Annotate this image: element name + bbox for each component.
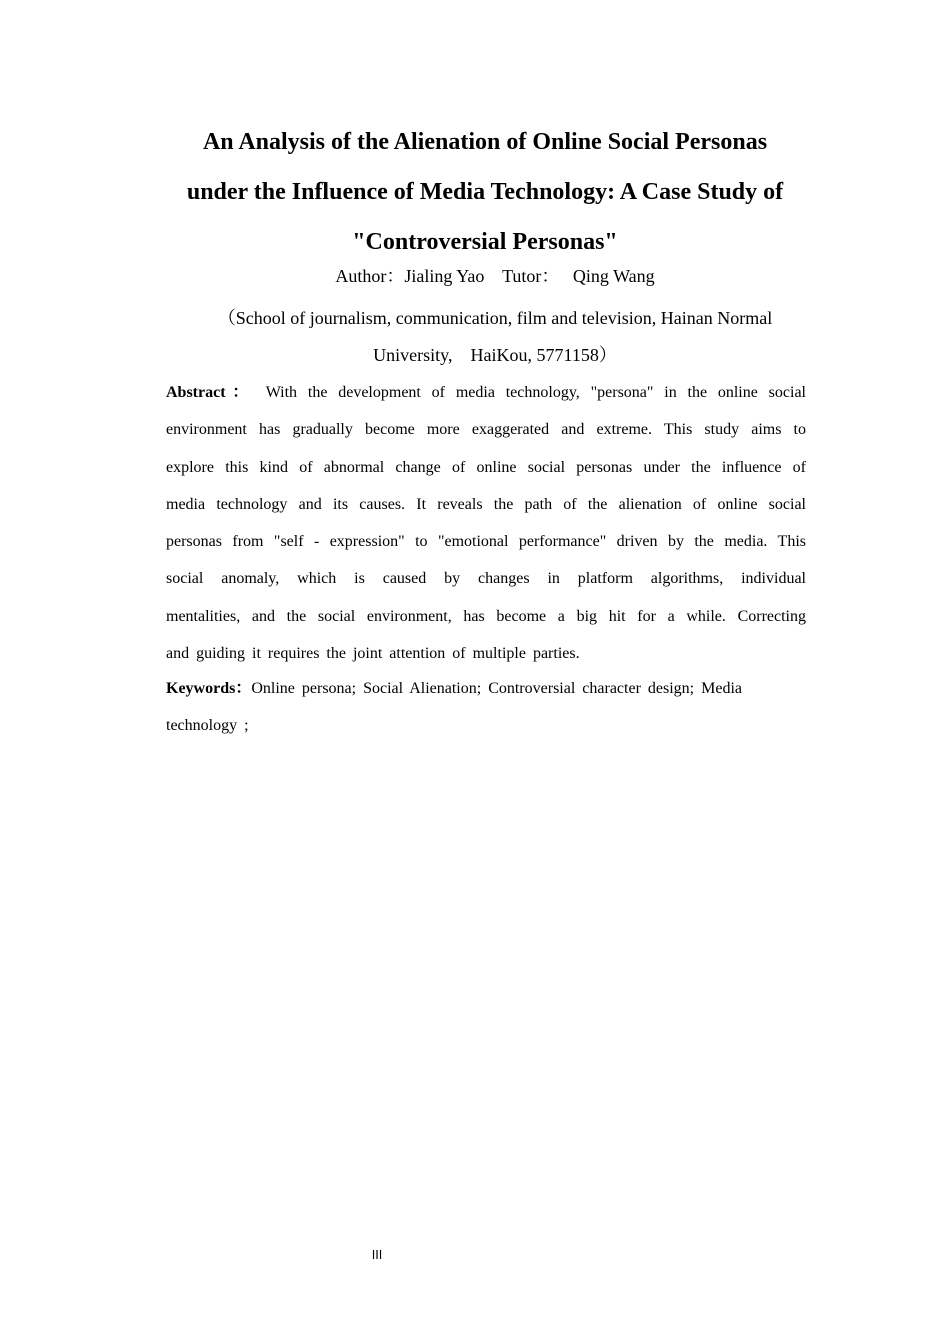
abstract-line-5: personas from "self - expression" to "emotional performance" driven by the media. This bbox=[166, 533, 806, 551]
paper-title bbox=[150, 117, 820, 267]
keywords-text-1: Online persona; Social Alienation; Controversial character design; Media bbox=[251, 680, 742, 697]
tutor-name: Qing Wang bbox=[572, 266, 655, 286]
abstract-line-4: media technology and its causes. It reveals the path of the alienation of online social bbox=[166, 495, 806, 513]
affiliation-line-2: University, HaiKou, 5771158） bbox=[373, 345, 617, 365]
title-line-1: An Analysis of the Alienation of Online Social Personas bbox=[202, 129, 768, 155]
title-line-2: under the Influence of Media Technology: A Case Study of bbox=[186, 179, 784, 205]
abstract-line-1 bbox=[166, 374, 806, 411]
abstract-line-6: social anomaly, which is caused by changes in platform algorithms, individual bbox=[166, 570, 806, 588]
abstract bbox=[166, 374, 806, 672]
abstract-text-1: With the development of media technology, "persona" in the online social bbox=[265, 384, 806, 401]
abstract-label: Abstract： bbox=[166, 384, 256, 401]
tutor-label: Tutor： bbox=[502, 266, 560, 286]
abstract-line-2: environment has gradually become more exaggerated and extreme. This study aims to bbox=[166, 421, 806, 439]
title-line-3: "Controversial Personas" bbox=[352, 229, 618, 255]
keywords-line-1 bbox=[166, 670, 806, 707]
abstract-line-7: mentalities, and the social environment, has become a big hit for a while. Correcting bbox=[166, 607, 806, 625]
keywords-label: Keywords： bbox=[166, 680, 252, 697]
author-line bbox=[150, 263, 840, 289]
affiliation-line-1: （School of journalism, communication, film and television, Hainan Normal bbox=[217, 308, 773, 328]
author-name: Jialing Yao bbox=[404, 266, 485, 286]
author-label: Author： bbox=[335, 266, 405, 286]
keywords bbox=[166, 670, 806, 744]
affiliation bbox=[180, 300, 810, 374]
abstract-line-3: explore this kind of abnormal change of online social personas under the influence of bbox=[166, 458, 806, 476]
abstract-line-8: and guiding it requires the joint attention of multiple parties. bbox=[166, 645, 580, 663]
keywords-line-2: technology ; bbox=[166, 717, 249, 734]
page-number: III bbox=[371, 1248, 383, 1262]
